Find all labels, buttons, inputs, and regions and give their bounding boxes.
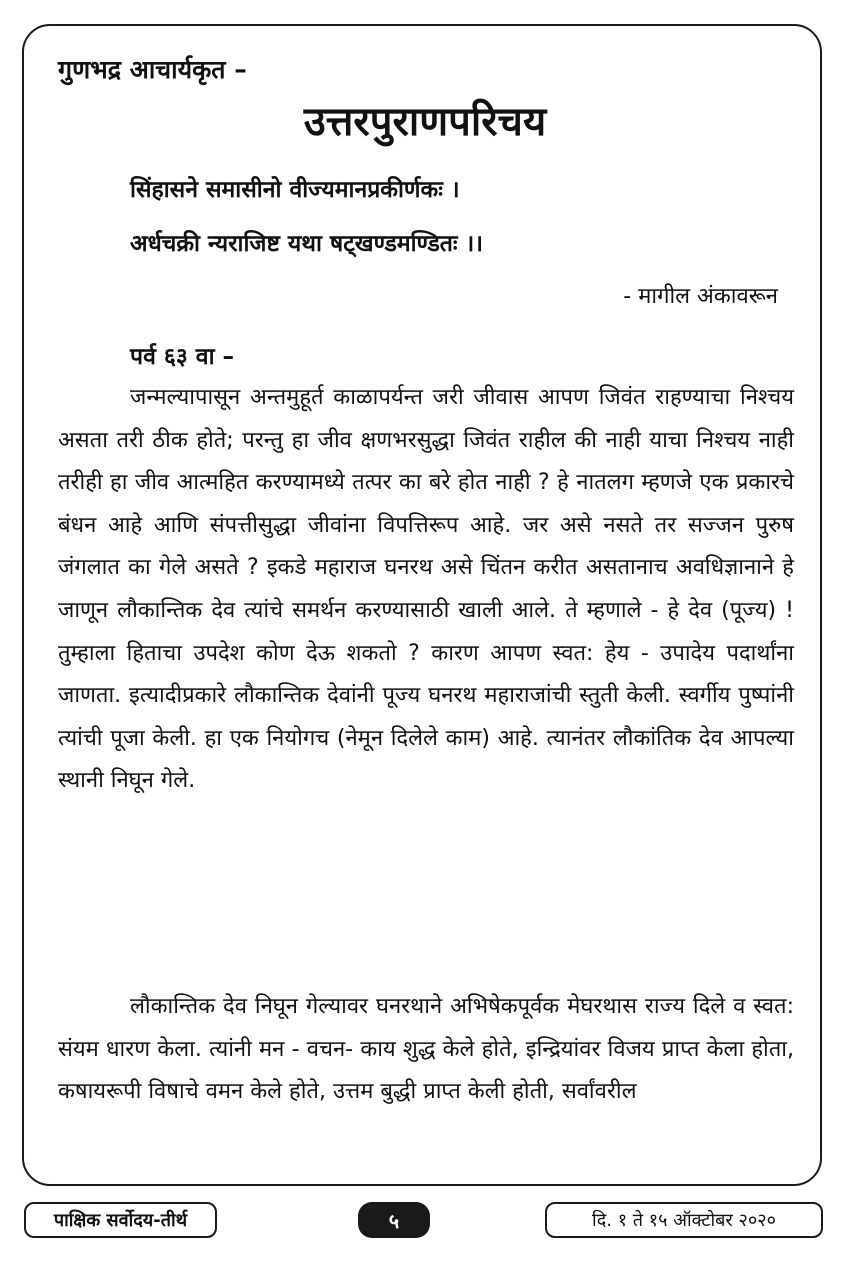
page-title: उत्तरपुराणपरिचय xyxy=(303,99,547,145)
body-paragraph-1: जन्मल्यापासून अन्तमुहूर्त काळापर्यन्त जरी जीवास आपण जिवंत राहण्याचा निश्चय असता तरी ठीक होते; परन्तु हा जीव क्षणभरसुद्धा जिवंत राहील की नाही याचा निश्चय नाही तरीही हा जीव आत्महित करण्यामध्ये तत्पर का बरे होत नाही ? हे नातलग म्हणजे एक प्रकारचे बंधन आहे आणि संपत्तीसुद्धा जीवांना विपत्तिरूप आहे. जर असे नसते तर सज्जन पुरुष जंगलात का गेले असते ? इकडे महाराज घनरथ असे चिंतन करीत असतानाच अवधिज्ञानाने हे जाणून लौकान्तिक देव त्यांचे समर्थन करण्यासाठी खाली आले. ते म्हणाले - हे देव (पूज्य) ! तुम्हाला हिताचा उपदेश कोण देऊ शकतो ? कारण आपण स्वत: हेय - उपादेय पदार्थांना जाणता. इत्यादीप्रकारे लौकान्तिक देवांनी पूज्य घनरथ महाराजांची स्तुती केली. स्वर्गीय पुष्पांनी त्यांची पूजा केली. हा एक नियोगच (नेमून दिलेले काम) आहे. त्यानंतर लौकांतिक देव आपल्या स्थानी निघून गेले. xyxy=(58,385,794,794)
section-heading: पर्व ६३ वा – xyxy=(130,344,235,370)
footer-page-number: ५ xyxy=(358,1202,430,1238)
footer-date: दि. १ ते १५ ऑक्टोबर २०२० xyxy=(545,1202,823,1238)
verse-line-2: अर्धचक्री न्यराजिष्ट यथा षट्‍खण्डमण्डितः ।। xyxy=(130,231,483,257)
verse-source: - मागील अंकावरून xyxy=(623,284,778,309)
author-line: गुणभद्र आचार्यकृत – xyxy=(58,55,247,84)
body-paragraph-2: लौकान्तिक देव निघून गेल्यावर घनरथाने अभिषेकपूर्वक मेघरथास राज्य दिले व स्वत: संयम धारण केला. त्यांनी मन - वचन- काय शुद्ध केले होते, इन्द्रियांवर विजय प्राप्त केला होता, कषायरूपी विषाचे वमन केले होते, उत्तम बुद्धी प्राप्त केली होती, सर्वांवरील xyxy=(58,994,794,1105)
footer-publication: पाक्षिक सर्वोदय-तीर्थ xyxy=(24,1202,217,1238)
verse-line-1: सिंहासने समासीनो वीज्यमानप्रकीर्णकः । xyxy=(130,177,460,203)
